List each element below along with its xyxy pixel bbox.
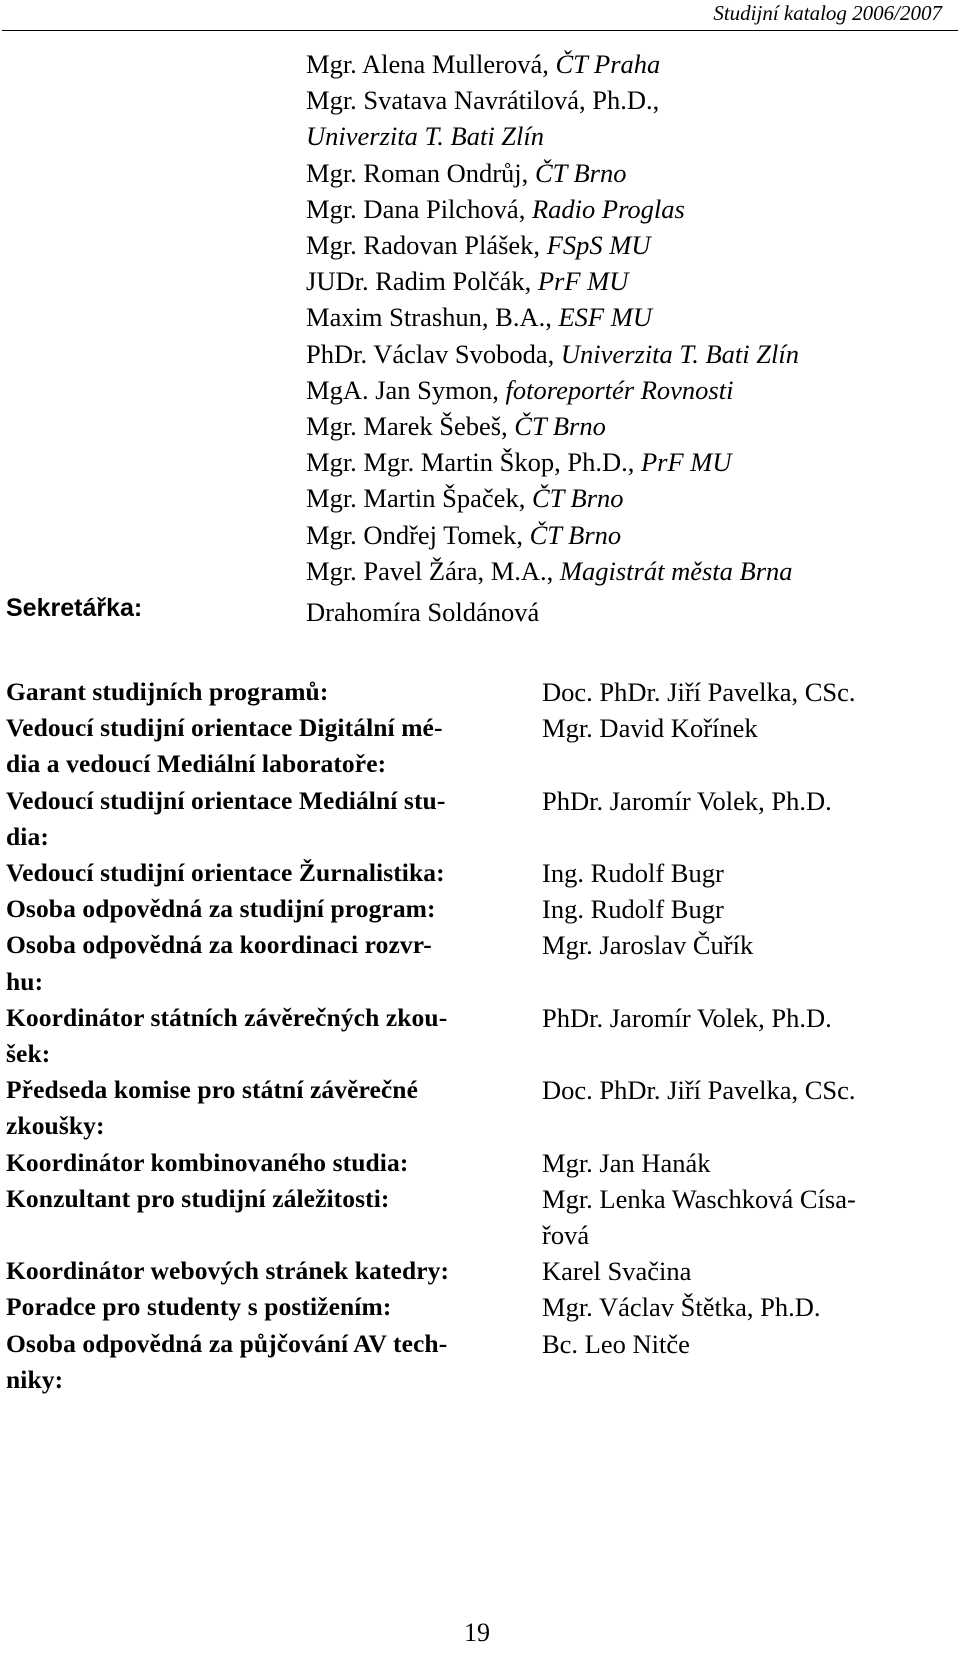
member-name: Mgr. Martin Špaček,: [306, 483, 532, 514]
member-item: [306, 408, 799, 444]
member-item: [306, 299, 799, 335]
role-value: Doc. PhDr. Jiří Pavelka, CSc.: [542, 677, 856, 707]
member-name: Mgr. Alena Mullerová,: [306, 49, 556, 79]
role-label: Vedoucí studijní orientace Digitální mé- dia a vedoucí Mediální laboratoře:: [6, 713, 443, 779]
member-name: Mgr. Marek Šebeš,: [306, 411, 515, 442]
member-name: Mgr. Radovan Plášek,: [306, 230, 547, 261]
member-item: [306, 480, 799, 516]
role-value: Ing. Rudolf Bugr: [542, 894, 724, 925]
member-item: [306, 118, 799, 154]
role-label: Osoba odpovědná za studijní program:: [6, 894, 436, 924]
page-number: 19: [464, 1618, 490, 1647]
member-affiliation: FSpS MU: [546, 230, 651, 261]
member-name: MgA. Jan Symon,: [306, 374, 506, 405]
role-row: [6, 783, 936, 855]
role-label: Koordinátor webových stránek katedry:: [6, 1256, 450, 1286]
role-value: Mgr. Lenka Waschková Císa- řová: [542, 1183, 856, 1251]
role-row: [6, 927, 936, 999]
member-name: Mgr. Svatava Navrátilová, Ph.D.,: [306, 85, 660, 116]
member-affiliation: Radio Proglas: [531, 193, 685, 224]
header-rule: [2, 30, 958, 31]
role-label: Garant studijních programů:: [6, 677, 329, 706]
member-name: Mgr. Mgr. Martin Škop, Ph.D.,: [306, 447, 641, 478]
member-affiliation: Univerzita T. Bati Zlín: [560, 338, 799, 369]
role-label: Konzultant pro studijní záležitosti:: [6, 1183, 390, 1213]
role-value: Mgr. Jan Hanák: [542, 1147, 711, 1178]
member-affiliation: ČT Brno: [529, 519, 622, 550]
member-item: [306, 227, 799, 263]
member-affiliation: Magistrát města Brna: [559, 555, 793, 586]
role-row: [6, 1289, 936, 1325]
member-name: Maxim Strashun, B.A.,: [306, 302, 559, 333]
roles-table: [6, 674, 936, 1398]
member-item: [306, 263, 799, 299]
member-item: [306, 82, 799, 118]
member-name: Mgr. Ondřej Tomek,: [306, 519, 530, 550]
member-item: [306, 553, 799, 589]
role-row: [6, 1145, 936, 1181]
member-affiliation: ČT Brno: [531, 483, 624, 514]
member-name: PhDr. Václav Svoboda,: [306, 338, 561, 369]
member-item: [306, 444, 799, 480]
role-row: [6, 1181, 936, 1253]
role-row: [6, 1253, 936, 1289]
member-affiliation: Univerzita T. Bati Zlín: [306, 121, 545, 152]
members-list: [306, 46, 799, 589]
member-item: [306, 372, 799, 408]
role-row: [6, 710, 936, 782]
role-value: Bc. Leo Nitče: [542, 1328, 690, 1359]
secretary-name: Drahomíra Soldánová: [306, 597, 540, 627]
member-item: [306, 46, 799, 82]
role-label: Osoba odpovědná za půjčování AV tech- niky:: [6, 1328, 448, 1394]
role-row: [6, 855, 936, 891]
member-affiliation: PrF MU: [537, 266, 629, 297]
role-row: [6, 1000, 936, 1072]
member-affiliation: fotoreportér Rovnosti: [505, 374, 734, 405]
member-affiliation: ESF MU: [558, 302, 652, 333]
role-value: Mgr. David Kořínek: [542, 713, 758, 744]
role-label: Koordinátor kombinovaného studia:: [6, 1147, 409, 1177]
member-name: Mgr. Dana Pilchová,: [306, 193, 532, 224]
member-affiliation: ČT Praha: [555, 49, 661, 79]
member-affiliation: ČT Brno: [534, 157, 627, 188]
member-name: Mgr. Roman Ondrůj,: [306, 157, 535, 188]
member-name: JUDr. Radim Polčák,: [306, 266, 538, 297]
member-item: [306, 191, 799, 227]
member-affiliation: ČT Brno: [514, 411, 606, 442]
role-label: Poradce pro studenty s postižením:: [6, 1292, 392, 1322]
role-label: Vedoucí studijní orientace Žurnalistika:: [6, 858, 445, 888]
role-value: PhDr. Jaromír Volek, Ph.D.: [542, 785, 832, 816]
member-item: [306, 336, 799, 372]
role-label: Vedoucí studijní orientace Mediální stu- dia:: [6, 785, 446, 851]
member-name: Mgr. Pavel Žára, M.A.,: [306, 555, 560, 586]
member-item: [306, 517, 799, 553]
role-row: [6, 1072, 936, 1144]
role-label: Koordinátor státních závěrečných zkou- šek:: [6, 1002, 448, 1069]
role-row: [6, 1326, 936, 1398]
role-row: [6, 891, 936, 927]
role-value: Mgr. Jaroslav Čuřík: [542, 930, 754, 961]
role-value: Mgr. Václav Štětka, Ph.D.: [542, 1292, 821, 1323]
member-affiliation: PrF MU: [640, 447, 732, 478]
role-value: PhDr. Jaromír Volek, Ph.D.: [542, 1002, 832, 1033]
role-value: Doc. PhDr. Jiří Pavelka, CSc.: [542, 1075, 856, 1106]
member-item: [306, 155, 799, 191]
role-label: Osoba odpovědná za koordinaci rozvr- hu:: [6, 930, 432, 996]
role-row: [6, 674, 936, 710]
secretary-label: Sekretářka:: [6, 594, 143, 622]
running-header-title: Studijní katalog 2006/2007: [713, 1, 942, 25]
role-label: Předseda komise pro státní závěrečné zkoušky:: [6, 1075, 419, 1141]
role-value: Karel Svačina: [542, 1256, 692, 1287]
role-value: Ing. Rudolf Bugr: [542, 858, 724, 889]
